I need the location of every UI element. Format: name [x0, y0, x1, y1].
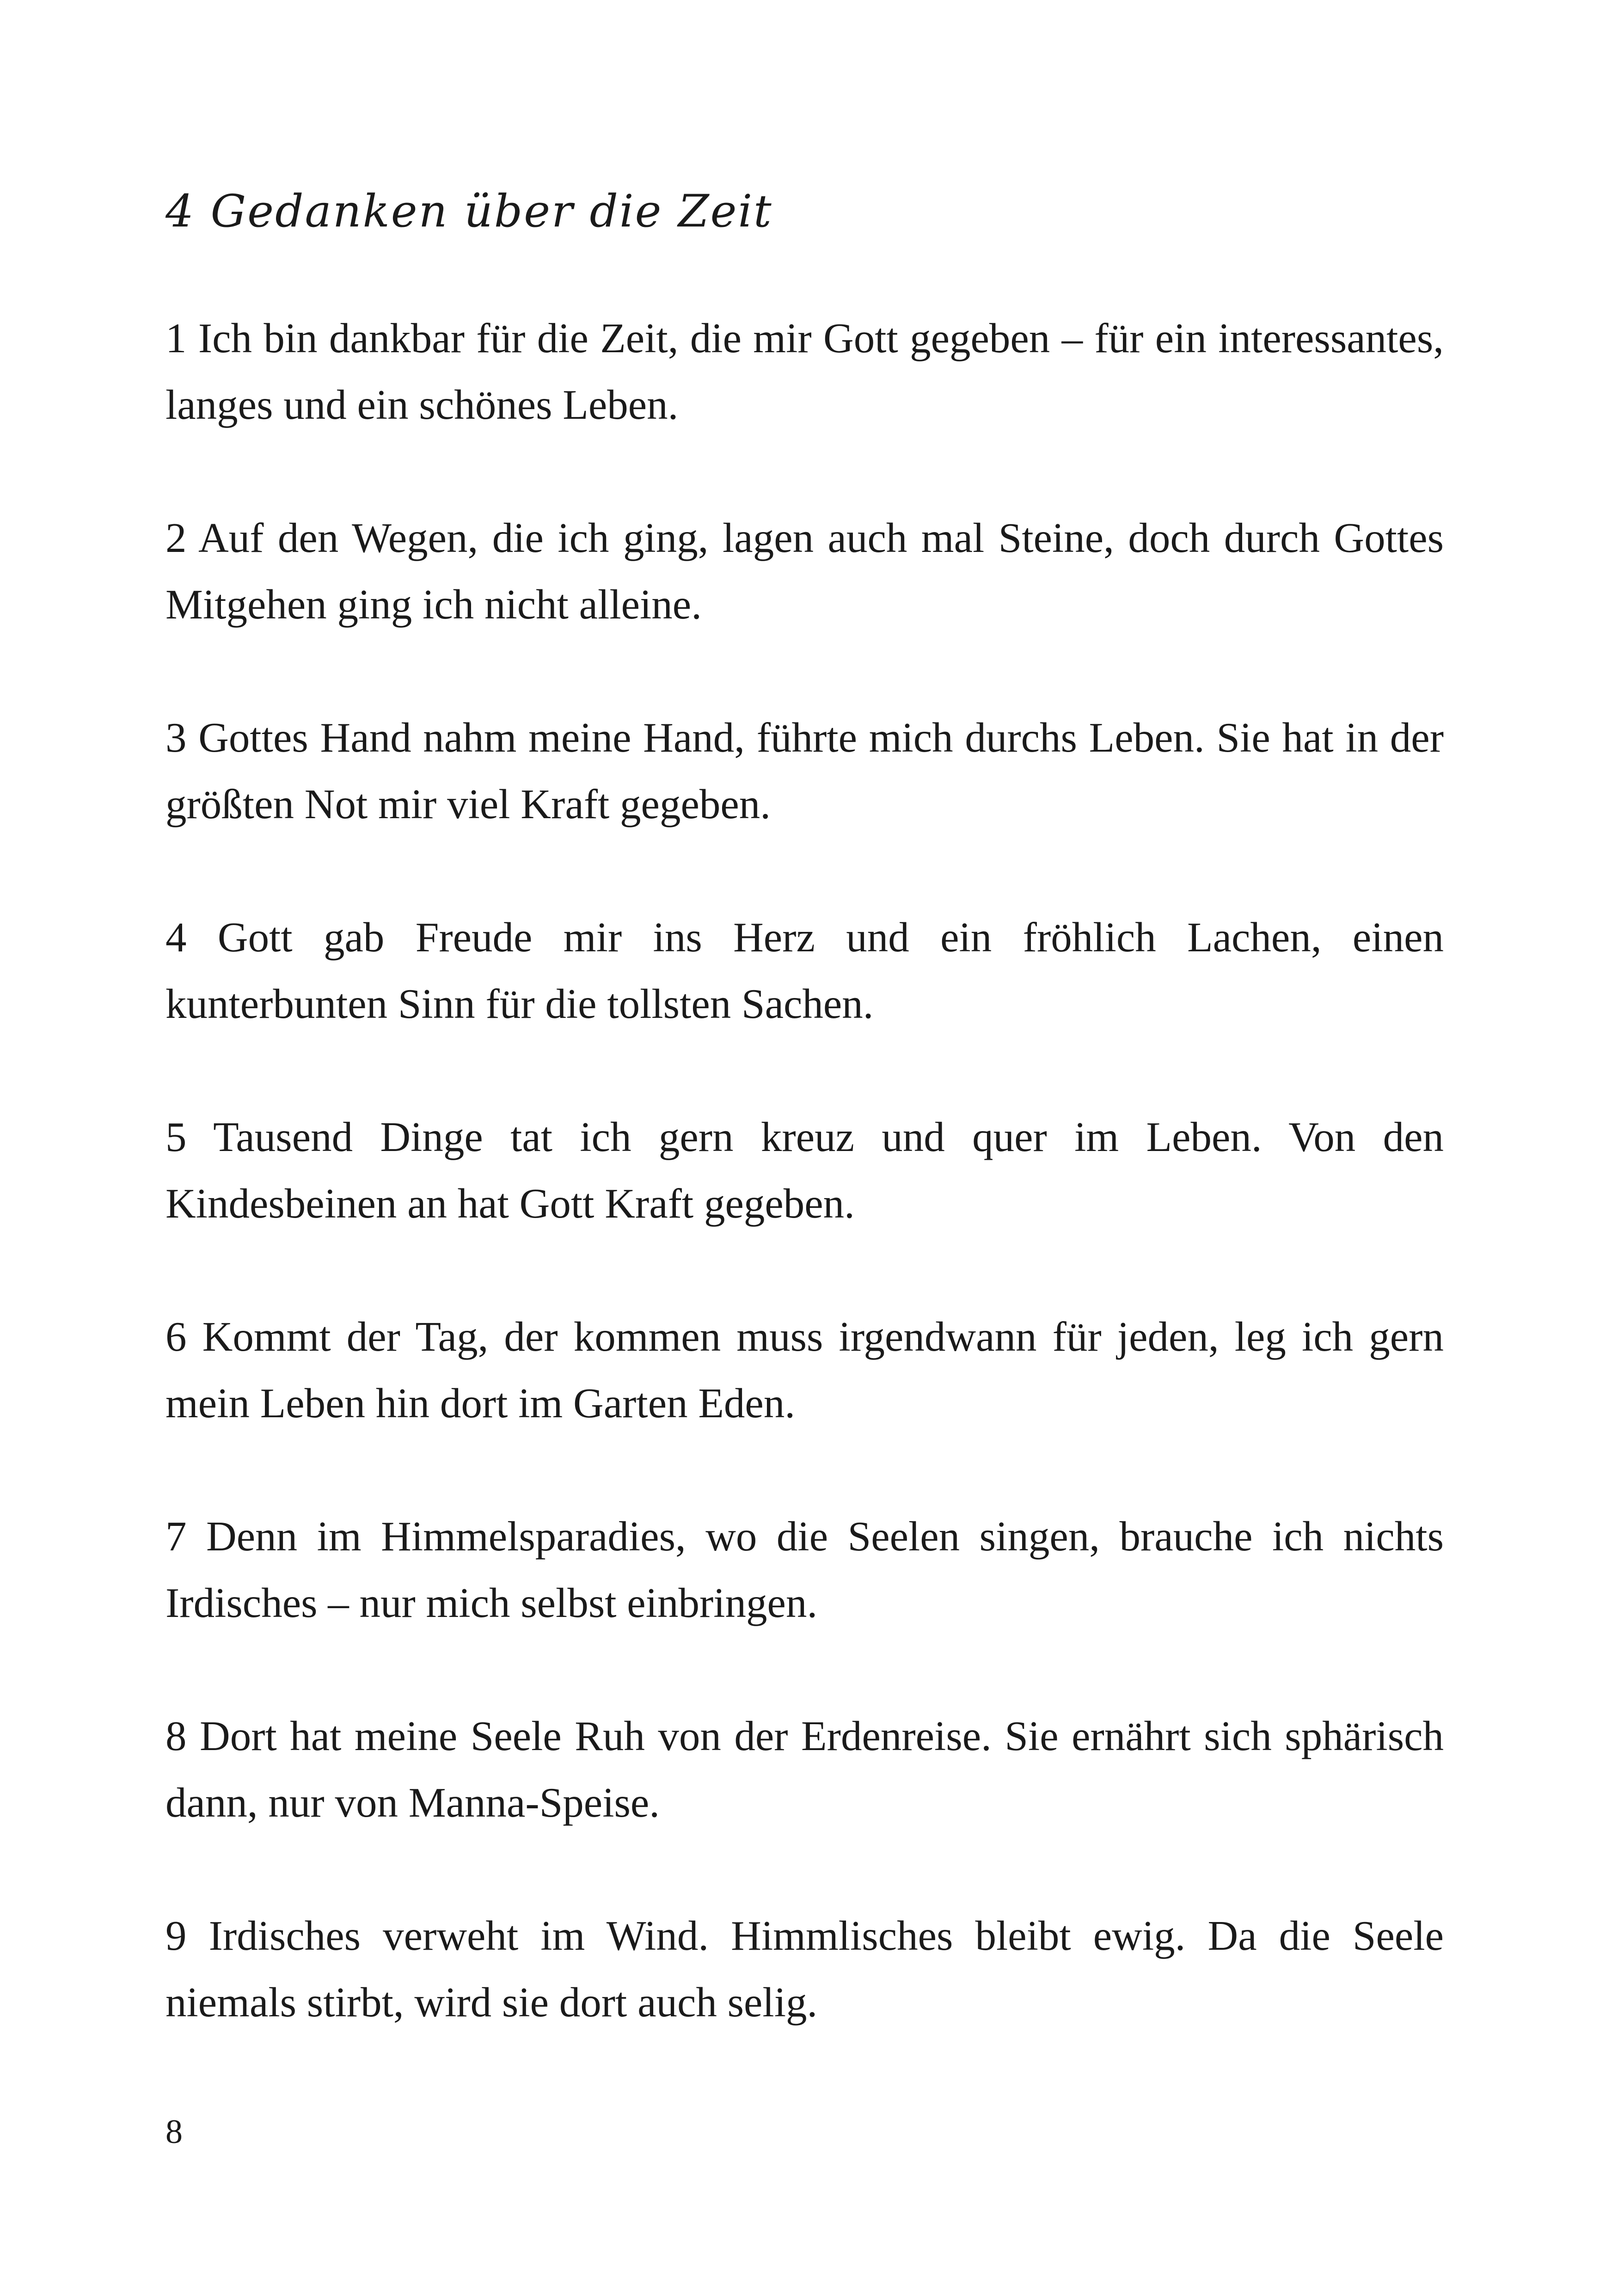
stanza-5: 5 Tausend Dinge tat ich gern kreuz und quer im Leben. Von den Kindesbeinen an hat Gott Kraft gegeben.: [165, 1114, 1444, 1227]
page-number: 8: [165, 2113, 183, 2151]
stanza-6: 6 Kommt der Tag, der kommen muss irgendwann für jeden, leg ich gern mein Leben hin dort im Garten Eden.: [165, 1313, 1444, 1427]
stanza-1: 1 Ich bin dankbar für die Zeit, die mir Gott gegeben – für ein interessantes, langes und ein schönes Leben.: [165, 315, 1444, 428]
stanza-2: 2 Auf den Wegen, die ich ging, lagen auch mal Steine, doch durch Gottes Mitgehen ging ich nicht alleine.: [165, 514, 1444, 628]
stanza-9: 9 Irdisches verweht im Wind. Himmlisches bleibt ewig. Da die Seele niemals stirbt, wird sie dort auch selig.: [165, 1912, 1444, 2026]
stanza-8: 8 Dort hat meine Seele Ruh von der Erdenreise. Sie ernährt sich sphärisch dann, nur von Manna-Speise.: [165, 1713, 1444, 1826]
stanza-7: 7 Denn im Himmelsparadies, wo die Seelen singen, brauche ich nichts Irdisches – nur mich selbst einbringen.: [165, 1513, 1444, 1626]
stanza-3: 3 Gottes Hand nahm meine Hand, führte mich durchs Leben. Sie hat in der größten Not mir viel Kraft gegeben.: [165, 714, 1444, 827]
poem-body: [165, 305, 1444, 2102]
stanza-4: 4 Gott gab Freude mir ins Herz und ein fröhlich Lachen, einen kunterbunten Sinn für die tollsten Sachen.: [165, 914, 1444, 1027]
chapter-heading: 4 Gedanken über die Zeit: [165, 185, 773, 237]
